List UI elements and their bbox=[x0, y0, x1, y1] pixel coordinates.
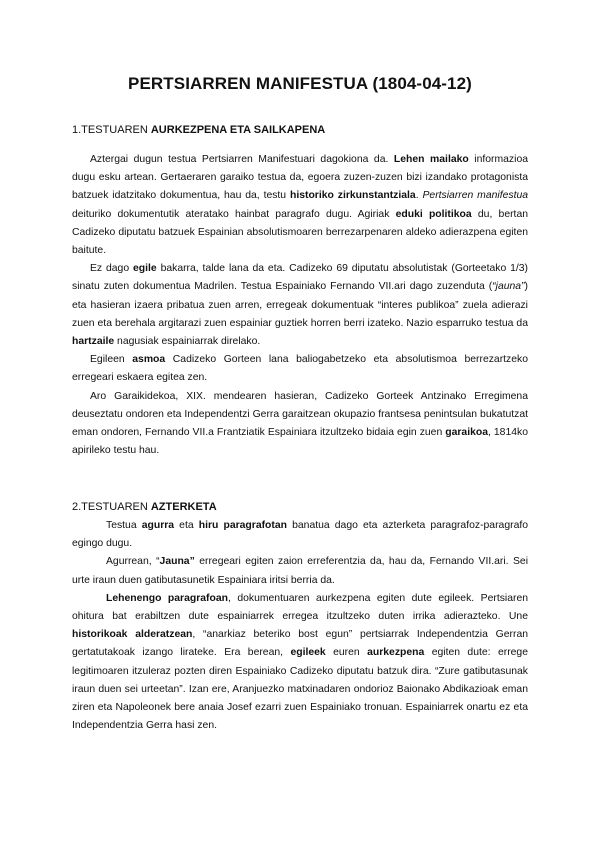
text-run: Aztergai dugun testua Pertsiarren Manifestuari dagokiona da. bbox=[90, 154, 394, 165]
bold-text: Lehenengo paragrafoan bbox=[106, 592, 228, 604]
section1-body bbox=[72, 151, 528, 460]
text-run: eta bbox=[174, 520, 199, 531]
paragraph bbox=[72, 351, 528, 387]
text-run: , dokumentuaren aurkezpena egiten dute egileek. Pertsiaren ohitura bat erabiltzen dute espainiarrek erregea itzultzeko duten irrika adierazteko. Une bbox=[72, 592, 529, 623]
text-run: informazioa dugu esku artean. Gertaeraren garaiko testua da, egoera zuzen-zuzen bizi izandako protagonista batzuek idatzitako dokumentua, hau da, testu bbox=[72, 154, 528, 202]
section2-heading bbox=[72, 501, 217, 513]
text-run: deituriko dokumentutik ateratako hainbat paragrafo dugu. Agiriak bbox=[72, 208, 396, 220]
text-run: euren bbox=[325, 647, 368, 659]
text-run: bakarra, talde lana da eta. Cadizeko 69 diputatu absolutistak (Gorteetako 1/3) sinatu zuten dokumentua Madrilen. Testua Espainiako Fernando VII.ari dago zuzenduta ( bbox=[72, 263, 528, 293]
section2-heading-prefix: 2.TESTUAREN bbox=[72, 501, 151, 513]
section1-heading bbox=[72, 124, 325, 136]
paragraph bbox=[72, 260, 528, 351]
text-run: egiten dute: errege legitimoaren itzuleraz pozten diren Espainiako Cadizeko diputatu batzuk dira. “Zure gatibutasunak iraun duen sei urteetan”. Izan ere, Aranjuezko matxinadaren ondorioz Baionako Abdikazioak eman ziren eta Napoleonek bere anaia Josef ezarri zuen Espainiako tronuan. Espainiarrek onartu ez eta Independentzia Gerra hasi zen. bbox=[72, 647, 528, 732]
bold-text: asmoa bbox=[132, 354, 166, 366]
bold-text: agurra bbox=[141, 520, 175, 531]
section1-heading-prefix: 1.TESTUAREN bbox=[72, 124, 151, 136]
bold-text: eduki politikoa bbox=[395, 208, 472, 220]
bold-text: historikoak alderatzean bbox=[72, 629, 193, 641]
text-run: , 1814ko apirileko testu hau. bbox=[72, 427, 528, 457]
paragraph bbox=[72, 553, 528, 589]
paragraph bbox=[72, 151, 528, 260]
document-title: PERTSIARREN MANIFESTUA (1804-04-12) bbox=[128, 74, 472, 93]
text-run: nagusiak espainiarrak direlako. bbox=[114, 336, 261, 348]
text-run: ) eta hasieran izaera pribatua zuen arren, erregeak dokumentuak “interes publikoa” zuela adierazi zuen eta berehala argitarazi zuen espainiar guztiek horren berri izateko. Nazio esparruko testua da bbox=[72, 281, 528, 329]
italic-text: “jauna” bbox=[492, 281, 525, 293]
text-run: erregeari egiten zaion erreferentzia da, hau da, Fernando VII.ari. Sei urte iraun duen gatibutasunetik Espainiara iritsi berria da. bbox=[72, 556, 529, 586]
text-run: , “anarkiaz beteriko bost egun” pertsiarrak Independentzia Gerran gertatutakoak izango lirateke. Era berean, bbox=[72, 629, 528, 659]
text-run: Agurrean, “ bbox=[106, 556, 160, 568]
section1-heading-bold: AURKEZPENA ETA SAILKAPENA bbox=[150, 124, 326, 136]
text-run: Ez dago bbox=[90, 263, 133, 275]
text-run: du, bertan Cadizeko diputatu batzuek Espainian absolutismoaren berrezarpenaren aldeko adierazpena egiten baitute. bbox=[72, 208, 529, 257]
bold-text: egileek bbox=[290, 647, 326, 659]
italic-text: Pertsiarren manifestua bbox=[422, 190, 529, 202]
paragraph bbox=[72, 517, 528, 553]
bold-text: historiko zirkunstantziala bbox=[289, 190, 416, 202]
bold-text: hiru paragrafotan bbox=[198, 520, 287, 531]
paragraph bbox=[72, 388, 528, 461]
bold-text: Jauna” bbox=[159, 556, 195, 568]
text-run: banatua dago eta azterketa paragrafoz-paragrafo egingo dugu. bbox=[72, 520, 529, 550]
text-run: Egileen bbox=[90, 354, 133, 366]
bold-text: hartzaile bbox=[72, 336, 115, 348]
text-run: Cadizeko Gorteen lana baliogabetzeko eta absolutismoa berrezartzeko erregeari eskaera egitea zen. bbox=[72, 354, 528, 384]
bold-text: Lehen mailako bbox=[393, 154, 469, 165]
section2-heading-bold: AZTERKETA bbox=[150, 501, 217, 513]
text-run: Testua bbox=[106, 520, 142, 531]
text-run: . bbox=[415, 190, 423, 202]
section2-body bbox=[72, 517, 528, 735]
bold-text: aurkezpena bbox=[367, 647, 425, 659]
bold-text: garaikoa bbox=[445, 427, 488, 439]
text-run: Aro Garaikidekoa, XIX. mendearen hasieran, Cadizeko Gorteek Antzinako Erregimena deuseztatu ondoren eta Independentzi Gerra garaitzean okupazio frantsesa penintsulan bukatutzat eman ondoren, Fernando VII.a Frantziatik Espainiara itzultzeko bidaia egin zuen bbox=[72, 390, 528, 439]
paragraph bbox=[72, 590, 528, 736]
bold-text: egile bbox=[133, 263, 157, 275]
